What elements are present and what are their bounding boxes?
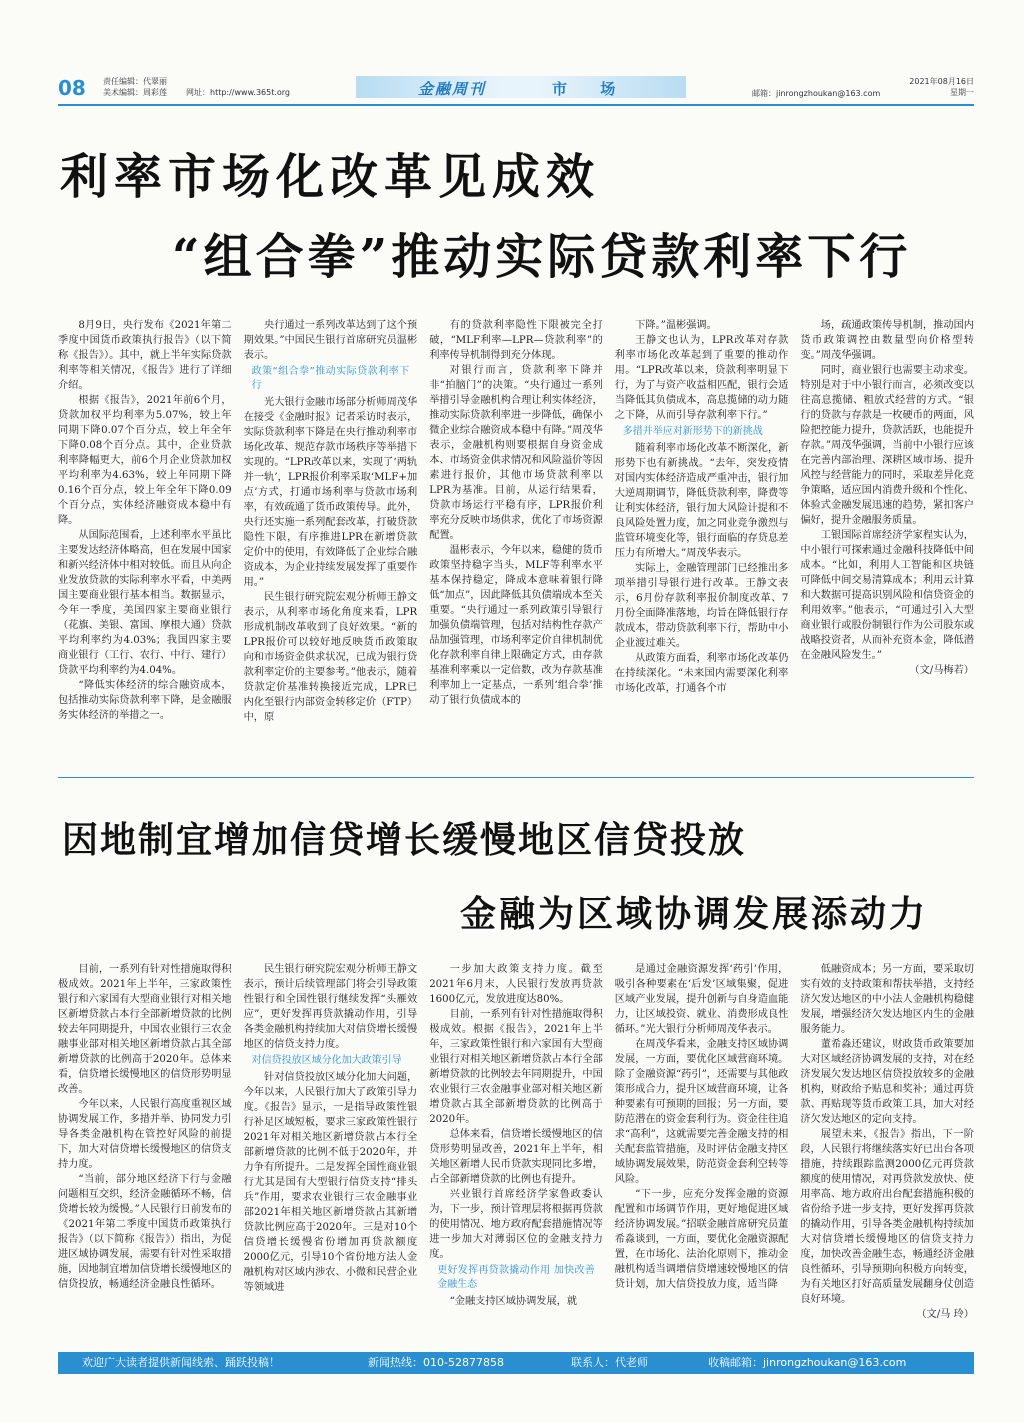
- byline: （文/马 玲）: [916, 1309, 974, 1320]
- weekday-text: 星期一: [950, 88, 974, 97]
- footer-submit-email[interactable]: 收稿邮箱：jinrongzhoukan@163.com: [708, 1356, 907, 1369]
- paragraph: 8月9日，央行发布《2021年第二季度中国货币政策执行报告》（以下简称《报告》）。其中，就上半年实际贷款利率等相关情况，《报告》进行了详细介绍。: [58, 320, 232, 391]
- paragraph: 在周茂华看来，金融支持区域协调发展，一方面，要优化区域营商环境。除了金融资源“药引”，还需要与其他政策形成合力，提升区域营商环境，让各种要素有可预期的回报；另一方面，要防范潜在的资金套利行为。资金往往追求“高利”，这就需要完善金融支持的相关配套监管措施，及时评估金融支持区域协调发展效果，防范资金套利空转等风险。: [614, 1039, 789, 1185]
- article1-subheadline: “组合拳”推动实际贷款利率下行: [172, 229, 912, 285]
- paragraph: 同时，商业银行也需要主动求变。特别是对于中小银行而言，必须改变以往高息揽储、粗放式经营的方式。“银行的贷款与存款是一枚硬币的两面，风险把控能力提升，贷款活跃，也能提升存款。”周茂华强调，当前中小银行应该在完善内部治理、深耕区域市场、提升风控与经营能力的同时，采取差异化竞争策略，适应国内消费升级和个性化、体验式金融发展迅速的趋势，紧扣客户偏好，提升金融服务质量。: [800, 365, 974, 526]
- paragraph: 民生银行研究院宏观分析师王静文表示，从利率市场化角度来看，LPR形成机制改革收到了良好效果。“新的LPR报价可以较好地反映货币政策取向和市场资金供求状况，已成为银行贷款利率定价的主要参考。”他表示，随着贷款定价基准转换接近完成，LPR已内化至银行内部资金转移定价（FTP）中，原: [243, 592, 418, 723]
- paragraph: 从国际范围看，上述利率水平虽比主要发达经济体略高，但在发展中国家和新兴经济体中相对较低。而且从向企业发放贷款的实际利率水平看，中美两国主要商业银行基本相当。数据显示，今年一季度，美国四家主要商业银行（花旗、美银、富国、摩根大通）贷款平均利率约为4.03%；我国四家主要商业银行（工行、农行、中行、建行）贷款平均利率约为4.04%。: [58, 530, 232, 676]
- article1-body: [58, 318, 974, 738]
- article1-column: [800, 318, 974, 738]
- paragraph: 随着利率市场化改革不断深化，新形势下也有新挑战。“去年，突发疫情对国内实体经济造成严重冲击，银行加大逆周期调节，降低贷款利率，降费等让利实体经济，银行加大风险计提和不良风险处置力度，加之同业竞争激烈与监管环境变化等，银行面临的存贷息差压力有所增大。”周茂华表示。: [614, 443, 789, 559]
- article2-headline: 因地制宜增加信贷增长缓慢地区信贷投放: [62, 820, 747, 861]
- paragraph: 目前，一系列有针对性措施取得积极成效。根据《报告》，2021年上半年，三家政策性银行和六家国有大型商业银行对相关地区新增贷款占本行全部新增贷款的比例较去年同期提升，中国农业银行三农金融事业部对相关地区新增贷款占其全部新增贷款的比例高于2020年。: [429, 1009, 603, 1125]
- art-editor-line: 美术编辑：周彩莲: [103, 88, 167, 97]
- paragraph: 是通过金融资源发挥‘药引’作用，吸引各种要素在‘后发’区域集聚，促进区域产业发展，提升创新与自身造血能力，让区域投资、就业、消费形成良性循环。”光大银行分析师周茂华表示。: [614, 964, 789, 1035]
- article2-column: [58, 962, 232, 1342]
- paragraph: 光大银行金融市场部分析师周茂华在接受《金融时报》记者采访时表示，实际贷款利率下降是在央行推动利率市场化改革、规范存款市场秩序等举措下实现的。“LPR改革以来，实现了‘两轨并一轨’，LPR报价利率采取‘MLF+加点’方式，打通市场利率与贷款市场利率，有效疏通了货币政策传导。此外，央行还实施一系列配套改革，打破贷款隐性下限，有序推进LPR在新增贷款定价中的使用，有效降低了企业综合融资成本，为企业持续发展发挥了重要作用。”: [243, 397, 418, 588]
- brand-bar: [356, 76, 686, 98]
- paragraph: “金融支持区域协调发展，就: [449, 1296, 578, 1307]
- article1-column: [615, 318, 789, 738]
- paragraph: 目前，一系列有针对性措施取得积极成效。2021年上半年，三家政策性银行和六家国有大型商业银行对相关地区新增贷款占本行全部新增贷款的比例较去年同期提升，中国农业银行三农金融事业部对相关地区新增贷款占其全部新增贷款的比例高于2020年。总体来看，信贷增长缓慢地区的信贷形势明显改善。: [58, 964, 232, 1095]
- footer-slogan: 欢迎广大读者提供新闻线索、踊跃投稿！: [82, 1356, 280, 1369]
- article2-column: [615, 962, 789, 1342]
- paragraph: 从政策方面看，利率市场化改革仍在持续深化。“未来国内需要深化利率市场化改革，打通各个市: [614, 653, 789, 694]
- paragraph: 工银国际首席经济学家程实认为，中小银行可探索通过金融科技降低中间成本。“比如，利用人工智能和区块链可降低中间交易清算成本；利用云计算和大数据可提高识别风险和信贷资金的利用效率。”他表示，“可通过引入大型商业银行或股份制银行作为公司股东或战略投资者，从而补充资本金，降低潜在金融风险发生。”: [800, 530, 974, 661]
- paragraph: 总体来看，信贷增长缓慢地区的信贷形势明显改善，2021年上半年，相关地区新增人民币贷款实现同比多增，占全部新增贷款的比例也有提升。: [429, 1129, 603, 1185]
- paragraph: 兴业银行首席经济学家鲁政委认为，下一步，预计管理层将根据再贷款的使用情况、地方政府配套措施情况等进一步加大对薄弱区位的金融支持力度。: [429, 1189, 603, 1260]
- paragraph: 低融资成本；另一方面，要采取切实有效的支持政策和帮扶举措，支持经济欠发达地区的中小法人金融机构稳健发展，增强经济欠发达地区内生的金融服务能力。: [800, 964, 974, 1035]
- header-email[interactable]: 邮箱：jinrongzhoukan@163.com: [752, 89, 881, 98]
- issue-date: [909, 76, 974, 98]
- article1-column: [244, 318, 418, 738]
- paragraph: 根据《报告》，2021年前6个月，贷款加权平均利率为5.07%，较上年同期下降0.07个百分点，较上年全年下降0.08个百分点。其中，企业贷款利率降幅更大，前6个月企业贷款加权平均利率为4.63%，较上年同期下降0.16个百分点，较上年全年下降0.09个百分点，实体经济融资成本稳中有降。: [58, 395, 232, 526]
- section-name: 市 场: [552, 80, 630, 98]
- article1-column: [58, 318, 232, 738]
- editor-line: 责任编辑：代翠丽: [103, 77, 167, 86]
- footer-contact: 联系人：代老师: [571, 1356, 648, 1369]
- masthead: [58, 74, 974, 104]
- subheading: 更好发挥再贷款撬动作用 加快改善金融生态: [437, 1265, 595, 1290]
- paragraph: “降低实体经济的综合融资成本，包括推动实际贷款利率下降，是金融服务实体经济的举措之一。: [58, 680, 232, 721]
- header-rule: [58, 104, 974, 106]
- footer-bar: [58, 1352, 974, 1374]
- article2-column: [244, 962, 418, 1342]
- subheading: 多措并举应对新形势下的新挑战: [622, 426, 763, 437]
- brand-name: 金融周刊: [418, 80, 487, 98]
- paragraph: 下降。”温彬强调。: [635, 320, 717, 331]
- article2-column: [800, 962, 974, 1342]
- date-text: 2021年08月16日: [909, 77, 974, 86]
- paragraph: 董希淼还建议，财政货币政策要加大对区域经济协调发展的支持，对在经济发展欠发达地区信贷投放较多的金融机构，财政给予贴息和奖补；通过再贷款、再贴现等货币政策工具，加大对经济欠发达地区的定向支持。: [800, 1039, 974, 1125]
- website-link[interactable]: 网址：http://www.365t.org: [186, 88, 291, 97]
- article1-headline: 利率市场化改革见成效: [60, 149, 601, 205]
- paragraph: 王静文也认为，LPR改革对存款利率市场化改革起到了重要的推动作用。“LPR改革以来，贷款利率明显下行，为了与资产收益相匹配，银行会适当降低其负债成本，高息揽储的动力随之下降，从而引导存款利率下行。”: [614, 335, 789, 421]
- article2-subheadline: 金融为区域协调发展添动力: [460, 894, 929, 935]
- footer-hotline[interactable]: 新闻热线：010-52877858: [368, 1356, 504, 1369]
- article-divider: [58, 777, 974, 778]
- article2-body: [58, 962, 974, 1342]
- subheading: 政策“组合拳”推动实际贷款利率下行: [251, 366, 410, 391]
- paragraph: 展望未来，《报告》指出，下一阶段，人民银行将继续落实好已出台各项措施，持续跟踪监测2000亿元再贷款额度的使用情况，对再贷款发放快、使用率高、地方政府出台配套措施积极的省份给予进一步支持，更好发挥再贷款的撬动作用，引导各类金融机构持续加大对信贷增长缓慢地区的信贷支持力度，加快改善金融生态，畅通经济金融良性循环，引导预期向积极方向转变，为有关地区打好高质量发展翻身仗创造良好环境。: [800, 1129, 974, 1305]
- paragraph: 温彬表示，今年以来，稳健的货币政策坚持稳字当头，MLF等利率水平基本保持稳定，降成本意味着银行降低“加点”，因此降低其负债端成本至关重要。“央行通过一系列政策引导银行加强负债端管理，包括对结构性存款产品加强管理，市场利率定价自律机制优化存款利率自律上限确定方式，由存款基准利率乘以一定倍数，改为存款基准利率加上一定基点，一系列‘组合拳’推动了银行负债成本的: [429, 545, 603, 706]
- paragraph: 针对信贷投放区域分化加大问题，今年以来，人民银行加大了政策引导力度。《报告》显示，一是指导政策性银行补足区域短板，要求三家政策性银行2021年对相关地区新增贷款占本行全部新增贷款的比例不低于2020年，并力争有所提升。二是发挥全国性商业银行尤其是国有大型银行信贷支持“排头兵”作用，要求农业银行三农金融事业部2021年相关地区新增贷款占其新增贷款比例应高于2020年。三是对10个信贷增长缓慢省份增加再贷款额度2000亿元，引导10个省份地方法人金融机构对区域内涉农、小微和民营企业等领域进: [243, 1072, 418, 1293]
- paragraph: “当前，部分地区经济下行与金融问题相互交织，经济金融循环不畅，信贷增长较为缓慢。”人民银行日前发布的《2021年第二季度中国货币政策执行报告》（以下简称《报告》）指出，为促进区域协调发展，需要有针对性采取措施，因地制宜增加信贷增长缓慢地区的信贷投放，畅通经济金融良性循环。: [58, 1174, 232, 1290]
- paragraph: “下一步，应充分发挥金融的资源配置和市场调节作用，更好地促进区域经济协调发展。”招联金融首席研究员董希淼谈到，一方面，要优化金融资源配置，在市场化、法治化原则下，推动金融机构适当调增信贷增速较慢地区的信贷计划，加大信贷投放力度，适当降: [614, 1189, 789, 1290]
- paragraph: 实际上，金融管理部门已经推出多项举措引导银行进行改革。王静文表示，6月份存款利率报价制度改革、7月份全面降准落地，均旨在降低银行存款成本，带动贷款利率下行，帮助中小企业渡过难关。: [614, 563, 789, 649]
- byline: （文/马梅若）: [909, 665, 974, 676]
- subheading: 对信贷投放区域分化加大政策引导: [251, 1055, 402, 1066]
- page-number: 08: [58, 76, 86, 100]
- paragraph: 一步加大政策支持力度。截至2021年6月末，人民银行发放再贷款1600亿元，发放进度达80%。: [429, 964, 603, 1005]
- paragraph: 今年以来，人民银行高度重视区域协调发展工作，多措并举、协同发力引导各类金融机构在管控好风险的前提下，加大对信贷增长缓慢地区的信贷支持力度。: [58, 1099, 232, 1170]
- editor-credits: [103, 76, 167, 98]
- paragraph: 央行通过一系列改革达到了这个预期效果。”中国民生银行首席研究员温彬表示。: [243, 320, 418, 361]
- paragraph: 场，疏通政策传导机制，推动国内货币政策调控由数量型向价格型转变。”周茂华强调。: [800, 320, 974, 361]
- article2-column: [429, 962, 603, 1342]
- paragraph: 民生银行研究院宏观分析师王静文表示，预计后续管理部门将会引导政策性银行和全国性银行继续发挥“头雁效应”，更好发挥再贷款撬动作用，引导各类金融机构持续加大对信贷增长缓慢地区的信贷支持力度。: [243, 964, 418, 1050]
- paragraph: 对银行而言，贷款利率下降并非“拍脑门”的决策。“央行通过一系列举措引导金融机构合理让利实体经济，推动实际贷款利率进一步降低，确保小微企业综合融资成本稳中有降。”周茂华表示，金融机构则要根据自身资金成本、市场资金供求情况和风险溢价等因素进行报价，其他市场贷款利率以LPR为基准。目前，从运行结果看，贷款市场运行平稳有序，LPR报价利率充分反映市场供求，优化了市场资源配置。: [429, 365, 603, 541]
- article1-column: [429, 318, 603, 738]
- paragraph: 有的贷款利率隐性下限被完全打破，“MLF利率—LPR—贷款利率”的利率传导机制得到充分体现。: [429, 320, 603, 361]
